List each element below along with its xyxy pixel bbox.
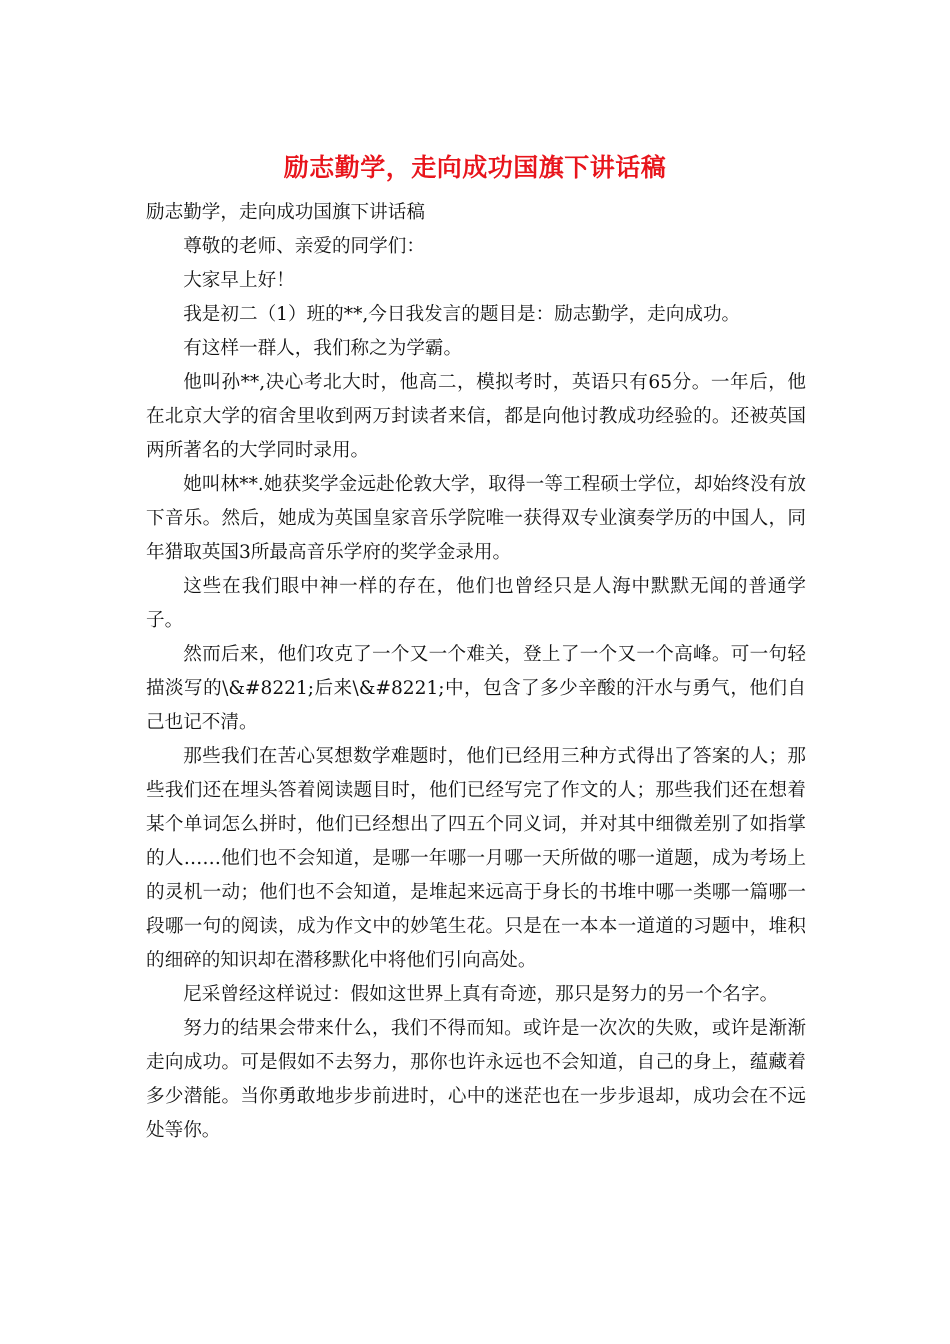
body-paragraph: 他叫孙**,决心考北大时，他高二，模拟考时，英语只有65分。一年后，他在北京大学的宿舍里收到两万封读者来信，都是向他讨教成功经验的。还被英国两所著名的大学同时录用。 [146,372,806,461]
document-body [146,196,806,1148]
subtitle-paragraph: 励志勤学，走向成功国旗下讲话稿 [146,202,425,223]
body-paragraph: 然而后来，他们攻克了一个又一个难关，登上了一个又一个高峰。可一句轻描淡写的\&#8221;后来\&#8221;中，包含了多少辛酸的汗水与勇气，他们自己也记不清。 [146,644,806,733]
body-paragraph: 努力的结果会带来什么，我们不得而知。或许是一次次的失败，或许是渐渐走向成功。可是假如不去努力，那你也许永远也不会知道，自己的身上，蕴藏着多少潜能。当你勇敢地步步前进时，心中的迷茫也在一步步退却，成功会在不远处等你。 [146,1018,806,1141]
document-title: 励志勤学，走向成功国旗下讲话稿 [283,153,667,182]
salutation-paragraph: 尊敬的老师、亲爱的同学们： [183,236,425,257]
body-paragraph: 有这样一群人，我们称之为学霸。 [183,338,463,359]
body-paragraph: 这些在我们眼中神一样的存在，他们也曾经只是人海中默默无闻的普通学子。 [146,576,806,631]
intro-paragraph: 我是初二（1）班的**,今日我发言的题目是：励志勤学，走向成功。 [183,304,741,325]
body-paragraph: 那些我们在苦心冥想数学难题时，他们已经用三种方式得出了答案的人；那些我们还在埋头答着阅读题目时，他们已经写完了作文的人；那些我们还在想着某个单词怎么拼时，他们已经想出了四五个同义词，并对其中细微差别了如指掌的人……他们也不会知道，是哪一年哪一月哪一天所做的哪一道题，成为考场上的灵机一动；他们也不会知道，是堆起来远高于身长的书堆中哪一类哪一篇哪一段哪一句的阅读，成为作文中的妙笔生花。只是在一本本一道道的习题中，堆积的细碎的知识却在潜移默化中将他们引向高处。 [146,746,806,971]
quote-paragraph: 尼采曾经这样说过：假如这世界上真有奇迹，那只是努力的另一个名字。 [183,984,779,1005]
body-paragraph: 她叫林**.她获奖学金远赴伦敦大学，取得一等工程硕士学位，却始终没有放下音乐。然后，她成为英国皇家音乐学院唯一获得双专业演奏学历的中国人，同年猎取英国3所最高音乐学府的奖学金录用。 [146,474,806,563]
greeting-paragraph: 大家早上好！ [183,270,295,291]
